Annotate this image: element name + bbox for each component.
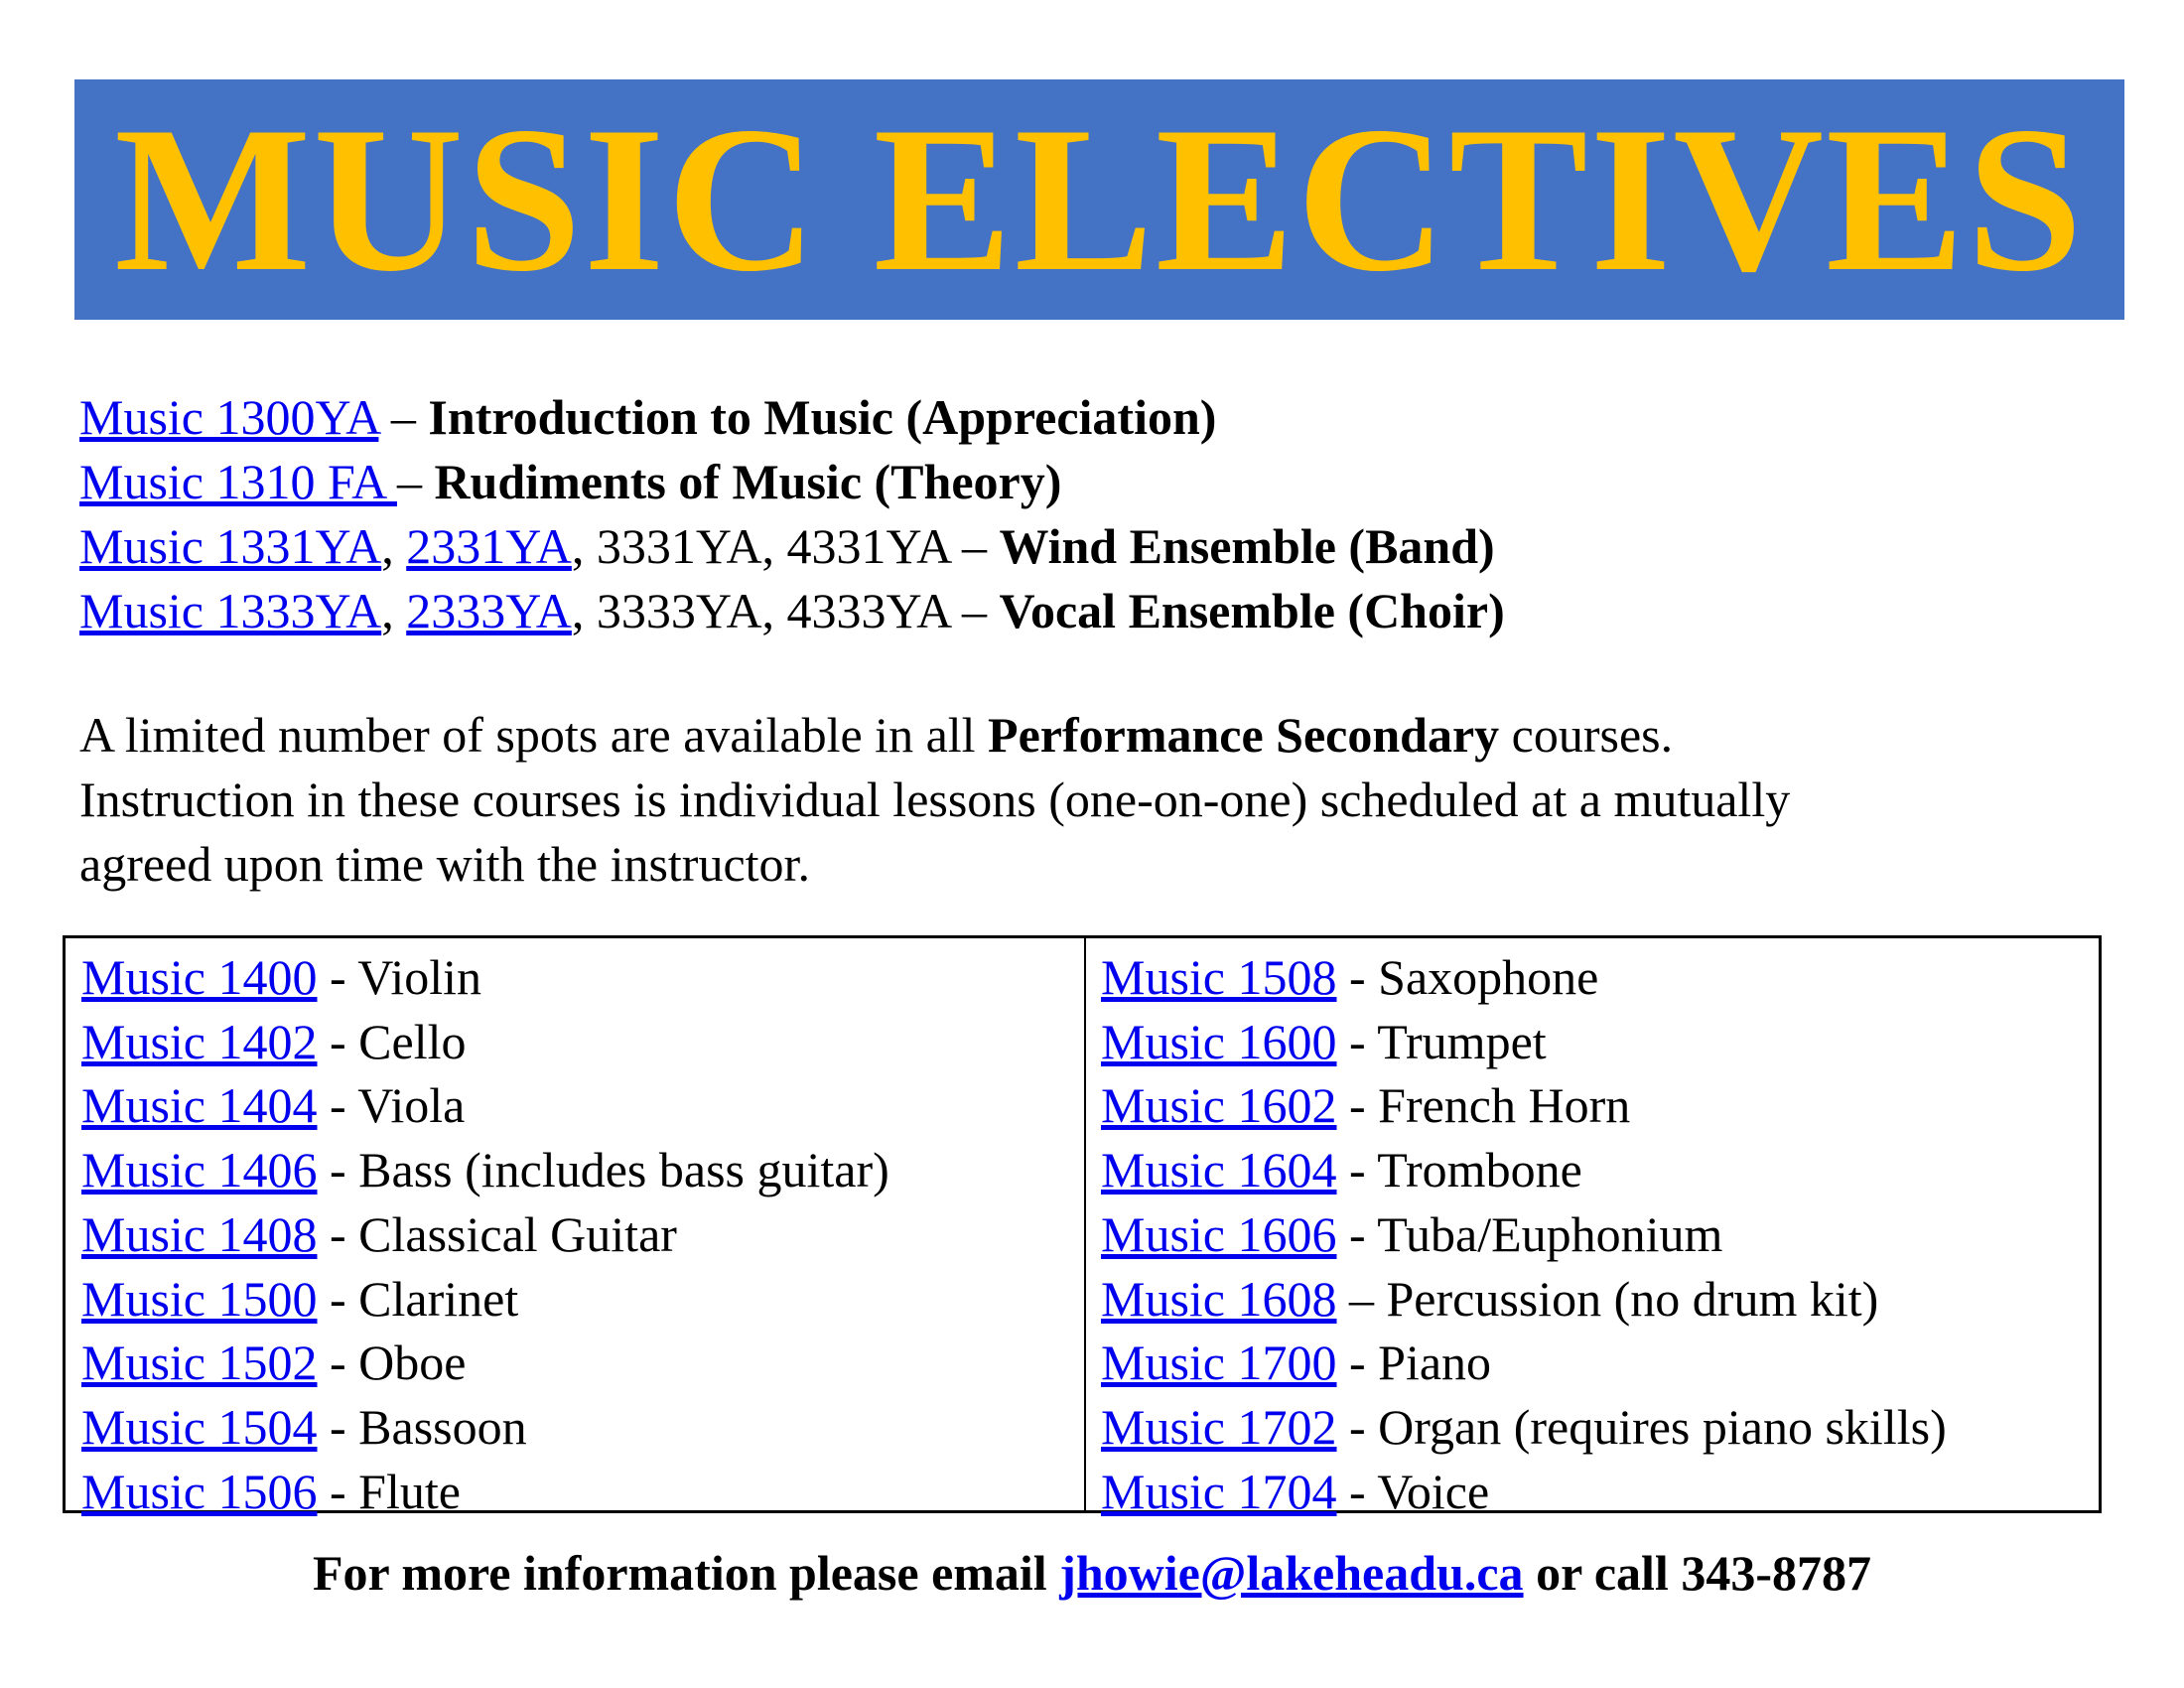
course-link[interactable]: 2331YA — [406, 518, 572, 574]
instrument-course-link[interactable]: Music 1400 — [81, 949, 318, 1005]
comma: , — [381, 583, 407, 638]
instrument-name: Saxophone — [1378, 949, 1599, 1005]
instrument-row — [81, 1331, 1084, 1395]
instrument-course-link[interactable]: Music 1608 — [1101, 1270, 1337, 1327]
instrument-separator: - — [317, 1205, 359, 1262]
instrument-row — [1101, 945, 2099, 1010]
instrument-row — [81, 1010, 1084, 1074]
course-line — [79, 514, 1505, 579]
instrument-name: Classical Guitar — [358, 1205, 677, 1262]
instrument-row — [1101, 1138, 2099, 1202]
instrument-course-link[interactable]: Music 1600 — [1101, 1013, 1337, 1069]
page-title: MUSIC ELECTIVES — [114, 84, 2085, 315]
instrument-table — [63, 935, 2102, 1519]
paragraph-text: A limited number of spots are available in all — [79, 707, 989, 763]
instrument-separator: - — [317, 949, 358, 1005]
instrument-name: Oboe — [358, 1335, 467, 1391]
paragraph-bold-text: Performance Secondary — [988, 707, 1500, 763]
instrument-row — [1101, 1460, 2099, 1524]
instrument-name: Violin — [357, 949, 482, 1005]
instrument-course-link[interactable]: Music 1408 — [81, 1205, 318, 1262]
paragraph-line: Instruction in these courses is individual lessons (one-on-one) scheduled at a mutually — [79, 772, 1791, 827]
instrument-column-right — [1086, 938, 2099, 1519]
instrument-separator: - — [1336, 1335, 1379, 1391]
paragraph-text: courses. — [1499, 707, 1674, 763]
instrument-course-link[interactable]: Music 1504 — [81, 1398, 318, 1455]
instrument-row — [1101, 1073, 2099, 1138]
course-name: Introduction to Music (Appreciation) — [428, 389, 1217, 445]
instrument-row — [81, 1138, 1084, 1202]
instrument-course-link[interactable]: Music 1604 — [1101, 1142, 1337, 1198]
instrument-name: Flute — [358, 1463, 461, 1519]
instrument-separator: - — [1336, 1077, 1379, 1134]
instrument-name: Trombone — [1377, 1142, 1582, 1198]
course-name: Wind Ensemble (Band) — [999, 518, 1495, 574]
instrument-separator: – — [1336, 1270, 1387, 1327]
instrument-course-link[interactable]: Music 1702 — [1101, 1398, 1337, 1455]
course-link[interactable]: Music 1310 FA — [79, 454, 397, 509]
course-link[interactable]: Music 1331YA — [79, 518, 382, 574]
instrument-row — [81, 1267, 1084, 1332]
course-line — [79, 385, 1505, 450]
instrument-course-link[interactable]: Music 1404 — [81, 1077, 318, 1134]
contact-footer — [0, 1544, 2184, 1602]
course-link[interactable]: Music 1300YA — [79, 389, 379, 445]
course-link[interactable]: 2333YA — [406, 583, 572, 638]
instrument-name: Percussion (no drum kit) — [1386, 1270, 1879, 1327]
instrument-name: Trumpet — [1377, 1013, 1547, 1069]
instrument-row — [1101, 1395, 2099, 1460]
instrument-course-link[interactable]: Music 1500 — [81, 1270, 318, 1327]
instrument-course-link[interactable]: Music 1502 — [81, 1335, 318, 1391]
instrument-name: Clarinet — [358, 1270, 519, 1327]
instrument-course-link[interactable]: Music 1704 — [1101, 1463, 1337, 1519]
instrument-course-link[interactable]: Music 1402 — [81, 1013, 318, 1069]
instrument-row — [81, 1460, 1084, 1524]
course-list — [79, 385, 1505, 643]
course-separator: – — [396, 454, 435, 509]
instrument-course-link[interactable]: Music 1508 — [1101, 949, 1337, 1005]
course-name: Vocal Ensemble (Choir) — [999, 583, 1505, 638]
instrument-row — [81, 1202, 1084, 1267]
instrument-separator: - — [317, 1270, 359, 1327]
instrument-name: Bassoon — [358, 1398, 527, 1455]
instrument-separator: - — [317, 1013, 359, 1069]
course-separator: – — [378, 389, 429, 445]
instrument-course-link[interactable]: Music 1506 — [81, 1463, 318, 1519]
instrument-course-link[interactable]: Music 1700 — [1101, 1335, 1337, 1391]
instrument-row — [81, 1073, 1084, 1138]
instrument-row — [81, 1395, 1084, 1460]
instrument-name: Bass (includes bass guitar) — [358, 1142, 889, 1198]
instrument-name: Cello — [358, 1013, 467, 1069]
instrument-name: Piano — [1378, 1335, 1492, 1391]
email-link[interactable]: jhowie@lakeheadu.ca — [1059, 1545, 1524, 1601]
instrument-name: French Horn — [1378, 1077, 1631, 1134]
instrument-row — [1101, 1267, 2099, 1332]
instrument-separator: - — [1336, 1142, 1378, 1198]
course-codes-plain: , 3331YA, 4331YA — [571, 518, 950, 574]
footer-text: or call 343-8787 — [1523, 1545, 1871, 1601]
instrument-name: Viola — [357, 1077, 466, 1134]
instrument-row — [1101, 1331, 2099, 1395]
instrument-separator: - — [317, 1335, 359, 1391]
title-banner — [74, 79, 2124, 320]
instrument-separator: - — [1336, 949, 1379, 1005]
course-separator: – — [949, 583, 1000, 638]
instrument-course-link[interactable]: Music 1602 — [1101, 1077, 1337, 1134]
instrument-name: Tuba/Euphonium — [1377, 1205, 1723, 1262]
instrument-separator: - — [1336, 1463, 1378, 1519]
paragraph-line — [79, 703, 2124, 768]
instrument-separator: - — [317, 1142, 359, 1198]
course-link[interactable]: Music 1333YA — [79, 583, 382, 638]
course-line — [79, 579, 1505, 643]
instrument-row — [1101, 1202, 2099, 1267]
course-separator: – — [949, 518, 1000, 574]
instrument-separator: - — [317, 1463, 359, 1519]
instrument-name: Organ (requires piano skills) — [1378, 1398, 1947, 1455]
instrument-course-link[interactable]: Music 1406 — [81, 1142, 318, 1198]
instrument-separator: - — [1336, 1398, 1379, 1455]
instrument-course-link[interactable]: Music 1606 — [1101, 1205, 1337, 1262]
paragraph-line: agreed upon time with the instructor. — [79, 836, 810, 892]
footer-text: For more information please email — [313, 1545, 1060, 1601]
instrument-separator: - — [317, 1077, 358, 1134]
info-paragraph — [79, 703, 2124, 897]
course-codes-plain: , 3333YA, 4333YA — [571, 583, 950, 638]
instrument-row — [1101, 1010, 2099, 1074]
instrument-separator: - — [1336, 1013, 1378, 1069]
course-line — [79, 450, 1505, 514]
instrument-separator: - — [317, 1398, 359, 1455]
instrument-column-left — [66, 938, 1086, 1519]
course-name: Rudiments of Music (Theory) — [434, 454, 1062, 509]
instrument-row — [81, 945, 1084, 1010]
instrument-name: Voice — [1377, 1463, 1490, 1519]
instrument-separator: - — [1336, 1205, 1378, 1262]
comma: , — [381, 518, 407, 574]
